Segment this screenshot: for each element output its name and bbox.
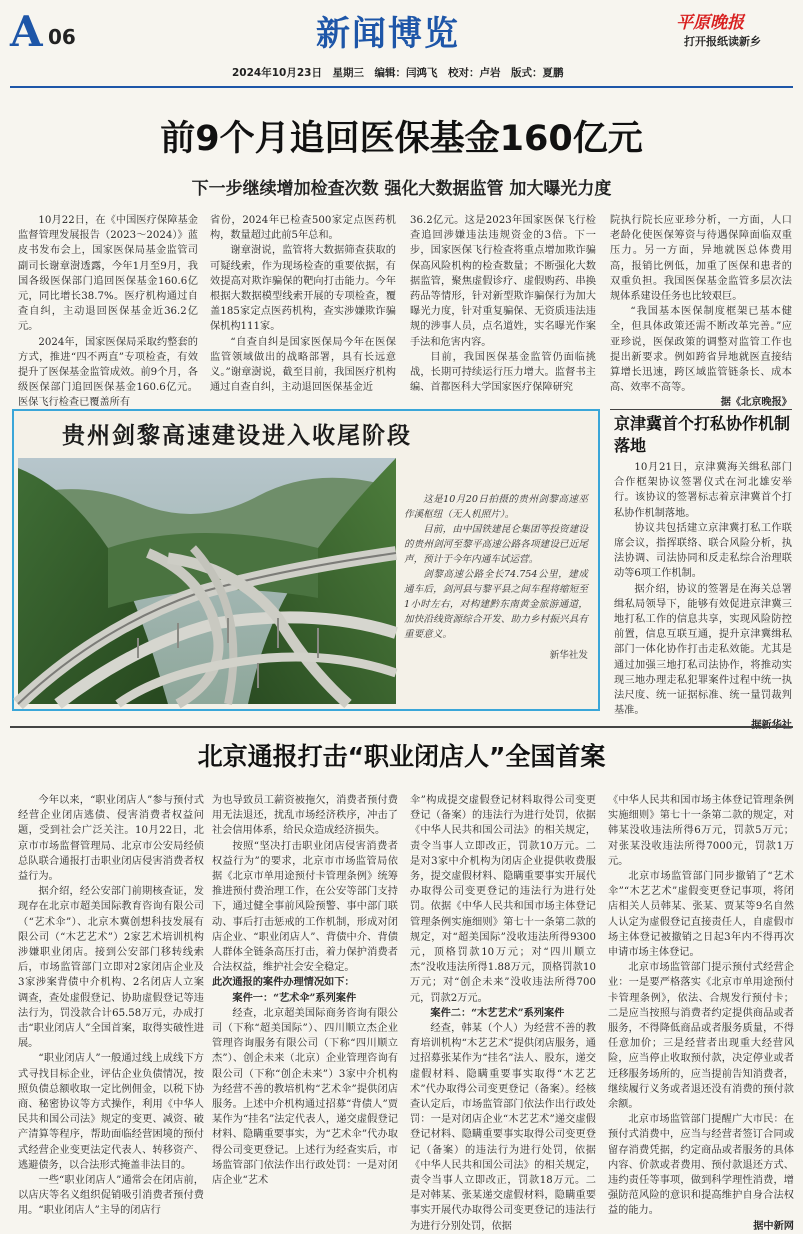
story1-column-3 — [410, 213, 596, 394]
paragraph: 今年以来，“职业闭店人”参与预付式经营企业闭店逃债、侵害消费者权益问题，受到社会广泛关注。10月22日，北京市市场监督管理局、北京市公安局经侦总队联合通报打击职业闭店侵害消费者权益行为。 — [18, 795, 204, 883]
case-list-heading: 此次通报的案件办理情况如下： — [212, 976, 355, 989]
story1-subhead: 下一步继续增加检查次数 强化大数据监管 加大曝光力度 — [191, 179, 612, 199]
story1-headline: 前9个月追回医保基金160亿元 — [160, 119, 643, 159]
paragraph: 目前，我国医保基金监管仍面临挑战，长期可持续运行压力增大。监督书主编、首都医科大学国家医疗保障研究 — [410, 351, 596, 394]
story2-headline-text: 京津冀首个打私协作机制落地 — [614, 414, 791, 455]
photo-caption — [404, 492, 588, 663]
paragraph: 经查，韩某（个人）为经营不善的教育培训机构“木艺艺术”提供闭店服务，通过招募张某作为“挂名”法人、股东，递交虚假材料、隐瞒重要事实取得“木艺艺术”代办取得公司变更登记（备案）。经核查认定后，市场监管部门依法作出行政处罚：一是对闭店企业“木艺艺术”递交虚假登记材料、隐瞒重要事实取得公司变更登记（备案）的违法行为进行处罚，依据《中华人民共和国公司法》的相关规定，责令当事人立即改正，罚款18万元。二是对韩某、张某递交虚假材料，隐瞒重要事实开展代办取得公司变更登记的违法行为进行分别处罚，依据 — [410, 1023, 596, 1232]
section-title: 新闻博览 — [316, 14, 460, 54]
dateline: 2024年10月23日 星期三 编辑：闫鸿飞 校对：卢岩 版式：夏鹏 — [232, 67, 564, 79]
story3-column-4 — [608, 793, 794, 1232]
story3-column-3 — [410, 793, 596, 1232]
case-two-heading: 案件二：“木艺艺术”系列案件 — [430, 1006, 565, 1019]
paragraph: 北京市场监管部门同步撤销了“艺术伞”“木艺艺术”虚假变更登记事项，将闭店相关人员韩某、张某、贾某等9名自然人认定为虚假登记直接责任人，自虚假市场主体登记被撤销之日起3年内不得再次申请市场主体登记。 — [608, 871, 794, 959]
highway-interchange-image — [18, 458, 396, 704]
paragraph: 谢章澍说，监管将大数据筛查获取的可疑线索，作为现场检查的重要依据，有效提高对欺诈骗保的靶向打击能力。今年根据大数据模型线索开展的专项检查，覆盖185家定点医药机构，查实涉嫌欺诈骗保机构111家。 — [210, 245, 396, 333]
story3-source: 据中新网 — [753, 1219, 794, 1232]
paragraph: 为也导致员工薪资被拖欠，消费者预付费用无法退还，扰乱市场经济秩序，冲击了社会信用体系，给民众造成经济损失。 — [212, 795, 398, 837]
paragraph: 经查，北京超美国际商务咨询有限公司（下称“超美国际”）、四川顺立杰企业管理咨询服务有限公司（下称“四川顺立杰”）、创企未来（北京）企业管理咨询有限公司（下称“创企未来”）3家中介机构为经营不善的教培机构“艺术伞”提供闭店服务。上述中介机构通过招募“背债人”贾某作为“挂名”法定代表人，递交虚假登记材料、隐瞒重要事实，为“艺术伞”代办取得公司变更登记。上述行为经查实后，市场监管部门依法作出行政处罚：一是对闭店企业“艺术 — [212, 1007, 398, 1187]
paragraph: 一些“职业闭店人”通常会在闭店前，以店庆等名义组织促销吸引消费者预付费用。“职业闭店人”主导的闭店行 — [18, 1175, 204, 1217]
header-rule — [10, 86, 793, 88]
paragraph: 协议共包括建立京津冀打私工作联席会议，指挥联络、联合风险分析，执法协调、司法协同和反走私综合治理联动等6项工作机制。 — [614, 522, 792, 580]
caption-paragraph: 目前，由中国铁建昆仑集团等投资建设的贵州剑河至黎平高速公路各项建设已近尾声，预计于今年内通车试运营。 — [404, 524, 588, 565]
paragraph: “我国基本医保制度框架已基本健全，但具体政策还需不断改革完善。”应亚珍说，医保政策的调整对监管工作也提出新要求。例如跨省异地就医直接结算增长迅速，跨区域监管链条长、成本高、效率不高等。 — [610, 306, 792, 394]
story3-top-rule — [10, 726, 793, 728]
logo-text: 平原晚报 — [676, 13, 744, 33]
story1-source: 据《北京晚报》 — [720, 396, 792, 409]
caption-paragraph: 剑黎高速公路全长74.754公里，建成通车后，剑河县与黎平县之间车程将缩短至1小时左右，对构建黔东南黄金旅游通道，加快沿线资源综合开发、助力乡村振兴具有重要意义。 — [404, 569, 588, 640]
photo-credit: 新华社发 — [549, 650, 588, 661]
story2-body — [614, 460, 792, 716]
case-one-heading: 案件一：“艺术伞”系列案件 — [232, 991, 357, 1004]
newspaper-slogan: 打开报纸读新乡 — [684, 35, 761, 48]
story2-headline — [614, 413, 790, 457]
story1-column-1 — [18, 213, 198, 409]
highway-photo — [18, 458, 396, 704]
paragraph: 北京市场监管部门提示预付式经营企业：一是要严格落实《北京市单用途预付卡管理条例》，依法、合规发行预付卡；二是应当按照与消费者约定提供商品或者服务，不得降低商品或者服务质量，不得任意加价；三是经营者出现重大经营风险，应当停止收取预付款，决定停业或者迁移服务场所的，应当提前告知消费者，继续履行义务或者退还没有消费的预付款余额。 — [608, 962, 794, 1111]
paragraph: 《中华人民共和国市场主体登记管理条例实施细则》第七十一条第二款的规定，对韩某没收违法所得6万元，罚款5万元；对张某没收违法所得7000元，罚款1万元。 — [608, 795, 794, 867]
paragraph: 10月22日，在《中国医疗保障基金监督管理发展报告（2023～2024）》蓝皮书发布会上，国家医保局基金监管司副司长谢章澍透露，今年1月至9月，我国各级医保部门追回医保基金160.6亿元，同比增长38.7%。医疗机构通过自查自纠，主动退回医保基金近36.2亿元。 — [18, 215, 198, 333]
story3-headline: 北京通报打击“职业闭店人”全国首案 — [197, 742, 606, 771]
paragraph: 36.2亿元。这是2023年国家医保飞行检查追回涉嫌违法违规资金的3倍。下一步，国家医保飞行检查将重点增加欺诈骗保高风险机构的检查数量；不断强化大数据监管，聚焦虚假诊疗、虚假购药、串换药品等情形，针对新型欺诈骗保行为加大曝光力度，针对重复骗保、无资质违法违规的涉事人员，点名道姓，实名曝光作案手法和危害内容。 — [410, 215, 596, 348]
photo-story-headline: 贵州剑黎高速建设进入收尾阶段 — [62, 423, 412, 449]
paragraph: 2024年，国家医保局采取约整套的方式，推进“四不两直”专项检查，有效提升了医保基金监管成效。前9个月，各级医保部门追回医保基金160.6亿元。医保飞行检查已覆盖所有 — [18, 336, 198, 409]
page-letter: A — [10, 7, 43, 56]
caption-paragraph: 这是10月20日拍摄的贵州剑黎高速巫作溪枢纽（无人机照片）。 — [404, 494, 588, 520]
paragraph: 伞”构成提交虚假登记材料取得公司变更登记（备案）的违法行为进行处罚，依据《中华人民共和国公司法》的相关规定，责令当事人立即改正，罚款10万元。二是对3家中介机构为闭店企业提供收费服务，提交虚假材料、隐瞒重要事实开展代办取得公司变更登记的违法行为进行处罚。依据《中华人民共和国市场主体登记管理条例实施细则》第七十一条第二款的规定，对“超美国际”没收违法所得9300元，顶格罚款10万元；对“四川顺立杰”没收违法所得1.88万元，顶格罚款10万元；对“创企未来”没收违法所得700元，罚款2万元。 — [410, 795, 596, 1004]
newspaper-logo — [676, 12, 792, 34]
page-number: 06 — [48, 25, 76, 49]
paragraph: 院执行院长应亚珍分析，一方面，人口老龄化使医保筹资与待遇保障面临双重压力。另一方面，异地就医总体费用高，报销比例低，加重了医保和患者的双重负担。我国医保基金监管多层次法规体系建设任务也比较艰巨。 — [610, 215, 792, 303]
paragraph: 按照“坚决打击职业闭店侵害消费者权益行为”的要求，北京市市场监管局依据《北京市单用途预付卡管理条例》统筹推进预付费治理工作，在公安等部门支持下，通过健全事前风险预警、事中部门联动、事后打击惩戒的工作机制，形成对闭店企业、“职业闭店人”、背债中介、背债人群体全链条高压打击，着力保护消费者合法权益，维护社会安全稳定。 — [212, 840, 398, 974]
paragraph: 10月21日，京津冀海关缉私部门合作框架协议签署仪式在河北雄安举行。该协议的签署标志着京津冀首个打私协作机制落地。 — [614, 462, 792, 519]
story1-column-2 — [210, 213, 396, 394]
story3-column-2 — [212, 793, 398, 1195]
story2-top-rule — [610, 409, 792, 410]
paragraph: “职业闭店人”一般通过线上成线下方式寻找目标企业，评估企业负债情况，按照负债总额收取一定比例佣金，以税下协商、秘密协议等方式操作，利用《中华人民共和国公司法》规定的变更、减资、破产清算等程序，帮助面临经营困境的预付式经营企业变更法定代表人、转移资产、逃避债务，以合法形式掩盖非法目的。 — [18, 1053, 204, 1171]
paragraph: 北京市场监管部门提醒广大市民：在预付式消费中，应当与经营者签订合同或留存消费凭据，约定商品或者服务的具体内容、价款或者费用、预付款退还方式、违约责任等事项，做到科学理性消费，增强防范风险的意识和提高维护自身合法权益的能力。 — [608, 1114, 794, 1217]
paragraph: 省份，2024年已检查500家定点医药机构，数量超过此前5年总和。 — [210, 215, 396, 242]
story3-column-1 — [18, 793, 204, 1217]
paragraph: 据介绍，协议的签署是在海关总署缉私局领导下，能够有效促进京津冀三地打私工作的信息共享，实现风险防控前置，信息互联互通，提升京津冀缉私部门一体化协作打击走私效能。尤其是通过加强三地打私司法协作，将推动实现三地办理走私犯罪案件过程中统一执法尺度、统一证据标准、统一量罚裁判基准。 — [614, 583, 792, 717]
paragraph: “自查自纠是国家医保局今年在医保监管领域做出的战略部署，具有长远意义。”谢章澍说，截至目前，我国医疗机构通过自查自纠，主动退回医保基金近 — [210, 336, 396, 394]
story1-column-4 — [610, 213, 792, 409]
paragraph: 据介绍，经公安部门前期核查证，发现存在北京市超美国际教育咨询有限公司（“艺术伞”）、北京木冀创想科技发展有限公司（“木艺艺术”）2家艺术培训机构涉嫌职业闭店。接到公安部门移转线索后，市场监管部门立即对2家闭店企业及3家涉案背债中介机构、2名闭店人立案调查，查处虚假登记、协助虚假登记等违法行为，罚没款合计65.58万元，办成打击“职业闭店人”全国首案，取得实破性进展。 — [18, 886, 204, 1050]
